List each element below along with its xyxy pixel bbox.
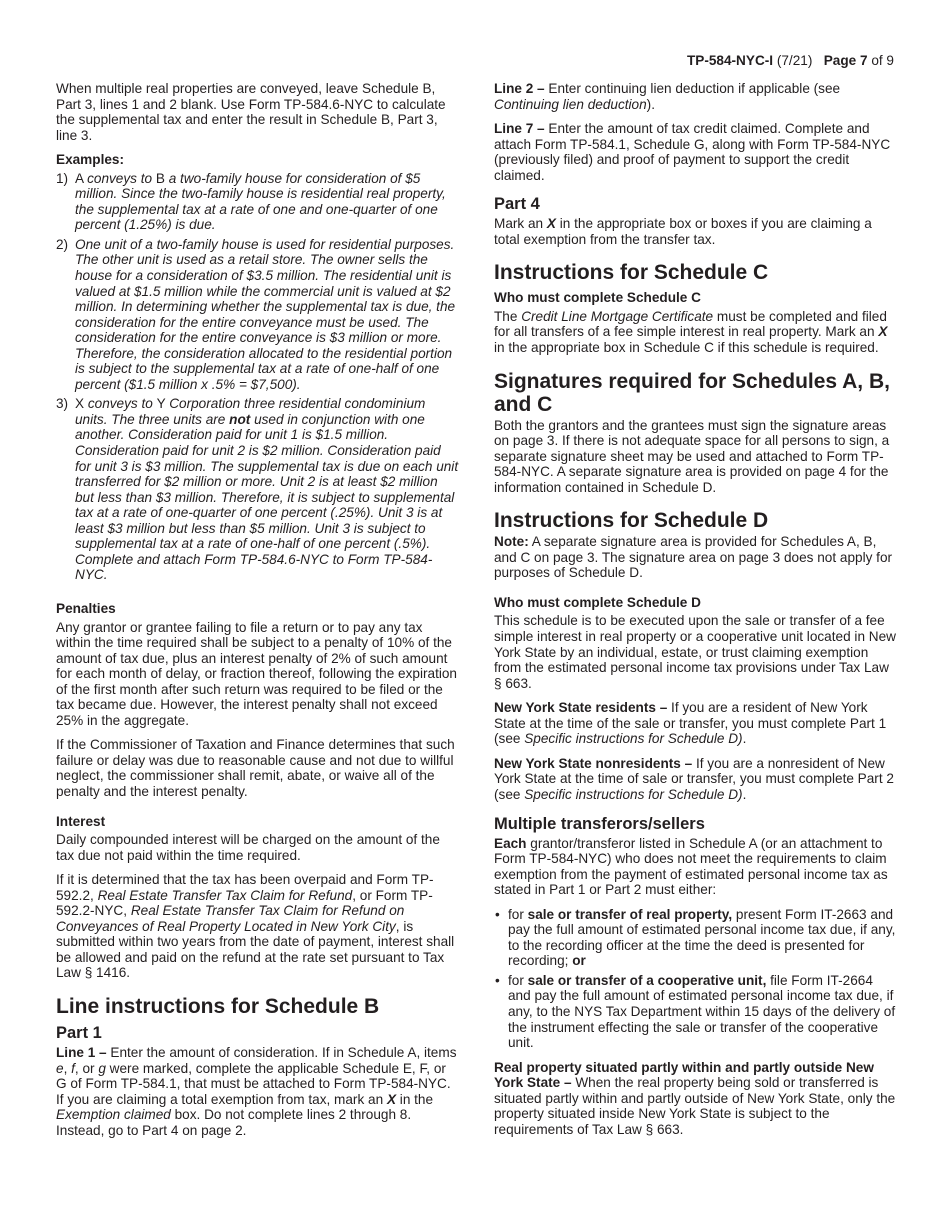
text-run: Real Estate Transfer Tax Claim for Refund on Conveyances of Real Property Located in New York City bbox=[56, 903, 405, 934]
text-run: Exemption claimed bbox=[56, 1107, 171, 1123]
text-run: , or bbox=[74, 1060, 99, 1076]
schedule-d-heading: Instructions for Schedule D bbox=[494, 509, 769, 533]
text-run: New York State residents – bbox=[494, 700, 668, 716]
text-run: Specific instructions for Schedule D) bbox=[524, 786, 743, 802]
text-run: Line 1 – bbox=[56, 1044, 107, 1060]
text-run: Line 7 – bbox=[494, 121, 545, 137]
bullet-icon: • bbox=[495, 972, 500, 988]
text-run: , bbox=[63, 1060, 72, 1076]
schedule-c-who-paragraph bbox=[494, 309, 896, 356]
text-run: Each bbox=[494, 835, 527, 851]
text-run: Real property situated partly within and partly outside New York State – bbox=[494, 1059, 874, 1091]
bullet-text bbox=[508, 907, 895, 969]
line2-paragraph bbox=[494, 81, 896, 112]
residents-paragraph bbox=[494, 700, 896, 747]
right-column bbox=[494, 81, 896, 1146]
text-run: X bbox=[878, 324, 888, 340]
bullet-icon: • bbox=[495, 906, 500, 922]
page-total: of 9 bbox=[871, 53, 894, 68]
bullet-item bbox=[494, 907, 896, 969]
text-run: conveys to bbox=[87, 396, 157, 412]
page-number: Page 7 bbox=[823, 53, 868, 68]
schedule-d-note bbox=[494, 534, 896, 581]
text-run: conveys to bbox=[87, 170, 156, 186]
text-run: X bbox=[75, 396, 88, 412]
signatures-paragraph bbox=[494, 418, 896, 496]
penalties-heading: Penalties bbox=[56, 600, 116, 616]
text-run: not bbox=[229, 411, 251, 427]
examples-heading: Examples: bbox=[56, 152, 125, 168]
text-run: for bbox=[508, 972, 528, 988]
example-item bbox=[56, 237, 460, 392]
text-run: If the Commissioner of Taxation and Finance determines that such failure or delay was due to reasonable cause and not due to willful neglect, the commissioner shall remit, abate, or waive all of the penalty and the interest penalty. bbox=[56, 737, 455, 799]
text-run: If you are a nonresident of New York State at the time of sale or transfer, you must complete Part 2 (see bbox=[494, 755, 894, 802]
text-run: A bbox=[75, 170, 88, 186]
text-run: Enter the amount of tax credit claimed. Complete and attach Form TP-584.1, Schedule G, along with Form TP-584-NYC (previously filed) and proof of payment to support the credit claimed. bbox=[494, 121, 891, 183]
text-run: Enter continuing lien deduction if applicable (see bbox=[544, 81, 841, 96]
text-run: sale or transfer of real property, bbox=[527, 906, 733, 922]
text-run: were marked, complete the applicable Schedule E, F, or G of Form TP-584.1, that must be attached to Form TP-584-NYC. If you are claiming a total exemption from tax, mark an bbox=[56, 1060, 451, 1107]
text-run: Continuing lien deduction bbox=[494, 96, 647, 112]
text-run: box. Do not complete lines 2 through 8. Instead, go to Part 4 on page 2. bbox=[56, 1107, 412, 1138]
penalties-paragraph bbox=[56, 620, 460, 729]
text-run: X bbox=[546, 216, 556, 232]
example-text bbox=[75, 171, 446, 233]
example-item bbox=[56, 396, 460, 583]
schedule-c-heading: Instructions for Schedule C bbox=[494, 261, 769, 285]
text-run: . bbox=[742, 731, 747, 747]
partly-within-paragraph bbox=[494, 1060, 896, 1138]
text-run: A separate signature area is provided for Schedules A, B, and C on page 3. The signature area on page 3 does not apply for purposes of Schedule D. bbox=[494, 534, 893, 581]
examples-list bbox=[56, 171, 460, 583]
schedule-d-who-paragraph bbox=[494, 613, 896, 691]
text-run: or bbox=[572, 953, 586, 969]
text-run: The bbox=[494, 308, 522, 324]
schedule-d-who-heading: Who must complete Schedule D bbox=[494, 594, 701, 610]
line7-paragraph bbox=[494, 121, 896, 183]
part4-heading: Part 4 bbox=[494, 195, 540, 214]
text-run: If it is determined that the tax has been overpaid and Form TP-592.2, bbox=[56, 872, 434, 903]
part1-heading: Part 1 bbox=[56, 1023, 102, 1042]
multiple-transferors-paragraph bbox=[494, 836, 896, 898]
text-run: f bbox=[71, 1060, 75, 1076]
example-item bbox=[56, 171, 460, 233]
interest-paragraph bbox=[56, 872, 460, 981]
text-run: Enter the amount of consideration. If in Schedule A, items bbox=[106, 1044, 457, 1060]
bullet-item bbox=[494, 973, 896, 1051]
text-run: One unit of a two-family house is used for residential purposes. The other unit is used as a retail store. The owner sells the house for a consideration of $3.5 million. The residential unit is valued at $1.5 million while the commercial unit is valued at $2 million. In determining whether the supplemental tax is due, the consideration for the entire conveyance must be used. The consideration for the entire conveyance is $3 million or more. Therefore, the consideration allocated to the residential portion is subject to the supplemental tax at a rate of one-half of one percent ($1.5 million x .5% = $7,500). bbox=[75, 236, 456, 392]
text-run: must be completed and filed for all transfers of a fee simple interest in real property. Mark an bbox=[494, 308, 887, 340]
page-header bbox=[687, 53, 894, 68]
text-run: . bbox=[742, 786, 747, 802]
text-run: e bbox=[56, 1060, 64, 1076]
multiple-transferors-heading: Multiple transferors/sellers bbox=[494, 814, 705, 833]
text-run: This schedule is to be executed upon the sale or transfer of a fee simple interest in real property or a cooperative unit located in New York State by an individual, estate, or trust claiming exemption from the estimated personal income tax provisions under Tax Law § 663. bbox=[494, 613, 896, 691]
text-run: present Form IT-2663 and pay the full amount of estimated personal income tax due, if any, to the recording officer at the time the deed is presented for recording; bbox=[508, 906, 896, 969]
transfer-bullets bbox=[494, 907, 896, 1051]
text-run: g bbox=[98, 1060, 106, 1076]
text-run: Credit Line Mortgage Certificate bbox=[521, 308, 714, 324]
intro-paragraph bbox=[56, 81, 460, 143]
text-run: sale or transfer of a cooperative unit, bbox=[527, 972, 767, 988]
text-run: Y bbox=[156, 396, 170, 412]
text-run: ). bbox=[646, 96, 655, 112]
text-run: When the real property being sold or transferred is situated partly within and partly outside of New York State, only the property situated inside New York State is subject to the requirements of Tax Law § 663. bbox=[494, 1075, 896, 1137]
text-run: , or Form TP-592.2-NYC, bbox=[56, 887, 433, 919]
text-run: If you are a resident of New York State at the time of the sale or transfer, you must complete Part 1 (see bbox=[494, 700, 887, 747]
text-run: Corporation three residential condominium units. The three units are bbox=[75, 396, 426, 427]
text-run: When multiple real properties are conveyed, leave Schedule B, Part 3, lines 1 and 2 blank. Use Form TP-584.6-NYC to calculate the supplemental tax and enter the result in Schedule B, Part 3, line 3. bbox=[56, 81, 446, 143]
example-number: 3) bbox=[56, 396, 69, 412]
text-run: New York State nonresidents – bbox=[494, 755, 693, 771]
text-run: Mark an bbox=[494, 216, 547, 232]
text-run: in the bbox=[396, 1091, 434, 1107]
text-run: grantor/transferor listed in Schedule A (or an attachment to Form TP-584-NYC) who does not meet the requirements to claim exemption from the payment of estimated personal income tax as stated in Part 1 or Part 2 must either: bbox=[494, 835, 888, 898]
text-run: Any grantor or grantee failing to file a return or to pay any tax within the time required shall be subject to a penalty of 10% of the amount of tax due, plus an interest penalty of 2% of such amount for each month of delay, or fraction thereof, following the expiration of the first month after such return was required to be filed or the tax became due. However, the interest penalty shall not exceed 25% in the aggregate. bbox=[56, 619, 457, 728]
text-run: in the appropriate box in Schedule C if this schedule is required. bbox=[494, 340, 879, 356]
line1-paragraph bbox=[56, 1045, 460, 1138]
text-run: B bbox=[155, 170, 169, 186]
text-run: , is submitted within two years from the date of payment, interest shall be allowed and paid on the refund at the rate set pursuant to Tax Law § 1416. bbox=[56, 918, 455, 981]
interest-heading: Interest bbox=[56, 813, 106, 829]
example-text bbox=[75, 237, 455, 392]
text-run: file Form IT-2664 and pay the full amount of estimated personal income tax due, if any, to the NYS Tax Department within 15 days of the delivery of the instrument effecting the sale or transfer of the cooperative unit. bbox=[508, 972, 896, 1051]
penalties-paragraph bbox=[56, 737, 460, 799]
example-text bbox=[75, 396, 458, 582]
text-run: for bbox=[508, 906, 528, 922]
left-column bbox=[56, 81, 460, 1147]
text-run: Specific instructions for Schedule D) bbox=[524, 731, 743, 747]
example-number: 2) bbox=[56, 236, 69, 252]
text-run: used in conjunction with one another. Consideration paid for unit 1 is $1.5 million. Consideration paid for unit 2 is $2 million. Consideration paid for unit 3 is $3 million. The supplemental tax is due on each unit transferred for $2 million or more. Unit 2 is at least $2 million but less than $3 million. Therefore, it is subject to supplemental tax at a rate of one-quarter of one percent (.25%). Unit 3 is at least $3 million but less than $5 million. Unit 3 is subject to supplemental tax at a rate of one-half of one percent (.5%). Complete and attach Form TP-584.6-NYC to Form TP-584-NYC. bbox=[75, 411, 459, 583]
form-revision: (7/21) bbox=[776, 53, 813, 68]
form-number: TP-584-NYC-I bbox=[686, 53, 774, 68]
example-number: 1) bbox=[56, 170, 69, 186]
text-run: Line 2 – bbox=[494, 81, 545, 96]
part4-paragraph bbox=[494, 216, 896, 247]
text-run: Daily compounded interest will be charged on the amount of the tax due not paid within the time required. bbox=[56, 832, 440, 863]
schedule-b-heading: Line instructions for Schedule B bbox=[56, 994, 380, 1018]
interest-paragraph bbox=[56, 832, 460, 863]
bullet-text bbox=[508, 973, 895, 1050]
text-run: Real Estate Transfer Tax Claim for Refund bbox=[97, 887, 353, 903]
text-run: a two-family house for consideration of $5 million. Since the two-family house is residential real property, the supplemental tax at a rate of one and one-quarter of one percent (1.25%) is due. bbox=[75, 170, 446, 233]
nonresidents-paragraph bbox=[494, 756, 896, 803]
text-run: Note: bbox=[494, 534, 529, 550]
text-run: Both the grantors and the grantees must sign the signature areas on page 3. If there is not adequate space for all persons to sign, a separate signature sheet may be used and attached to Form TP-584-NYC. A separate signature area is provided on page 4 for the information contained in Schedule D. bbox=[494, 417, 890, 495]
schedule-c-who-heading: Who must complete Schedule C bbox=[494, 290, 701, 306]
text-run: X bbox=[386, 1091, 397, 1107]
text-run: in the appropriate box or boxes if you are claiming a total exemption from the transfer tax. bbox=[494, 216, 872, 247]
signatures-heading: Signatures required for Schedules A, B, and C bbox=[494, 369, 890, 416]
